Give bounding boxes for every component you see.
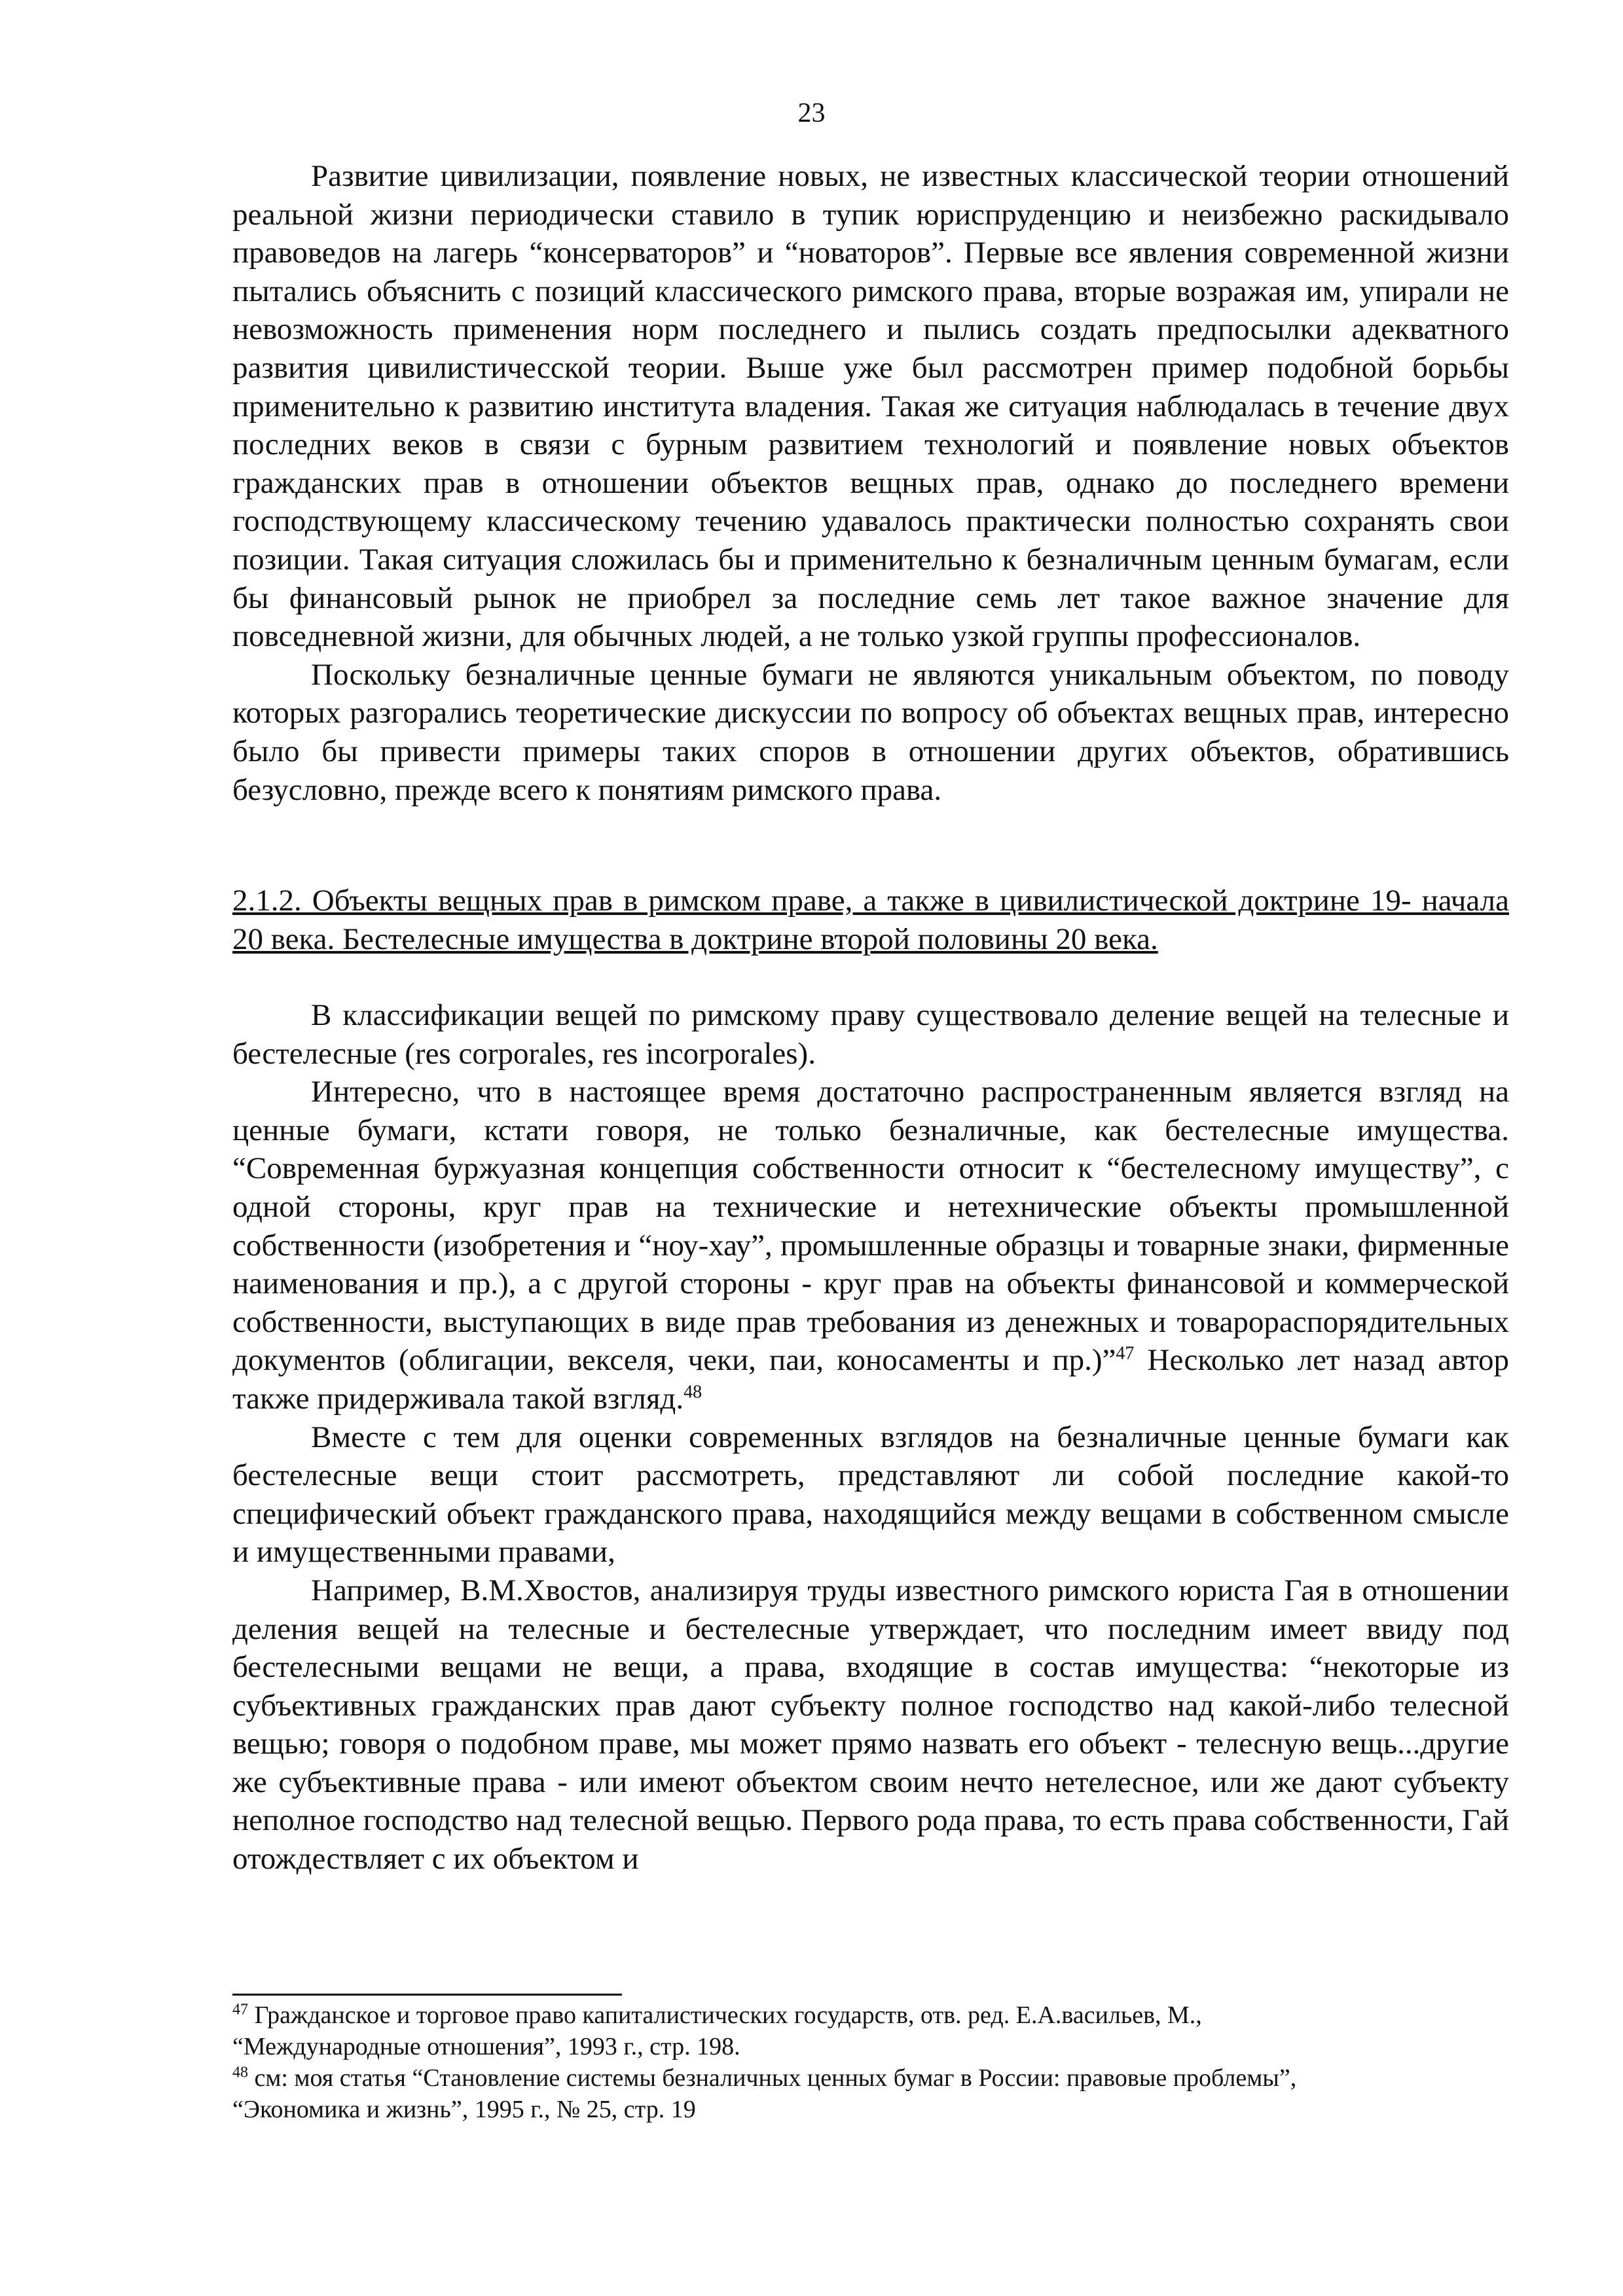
footnote-47-line1 bbox=[232, 2000, 1509, 2031]
paragraph-classification: В классификации вещей по римскому праву существовало деление вещей на телесные и бестелесные (res corporales, res incorporales). bbox=[232, 998, 1509, 1071]
paragraph-meanwhile: Вместе с тем для оценки современных взглядов на безналичные ценные бумаги как бестелесные вещи стоит рассмотреть, представляют ли собой последние какой-то специфический объект гражданского права, находящийся между вещами в собственном смысле и имущественными правами, bbox=[232, 1420, 1509, 1570]
footnote-ref-47: 47 bbox=[1116, 1343, 1135, 1364]
footnote-ref-48: 48 bbox=[684, 1382, 702, 1403]
footnote-47-number: 47 bbox=[232, 2001, 248, 2018]
body-text-bottom bbox=[232, 996, 1509, 1878]
footnote-divider bbox=[232, 1994, 622, 1996]
paragraph-interesting bbox=[232, 1073, 1509, 1418]
footnote-48-text: см: моя статья “Становление системы безналичных ценных бумаг в России: правовые проблемы”, bbox=[248, 2064, 1297, 2092]
footnotes bbox=[232, 2000, 1509, 2125]
paragraph-civilization: Развитие цивилизации, появление новых, не известных классической теории отношений реальной жизни периодически ставило в тупик юриспруденцию и неизбежно раскидывало правоведов на лагерь “консерваторов” и “новаторов”. Первые все явления современной жизни пытались объяснить с позиций классического римского права, вторые возражая им, упирали не невозможность применения норм последнего и пылись создать предпосылки адекватного развития цивилистичесской теории. Выше уже был рассмотрен пример подобной борьбы применительно к развитию института владения. Такая же ситуация наблюдалась в течение двух последних веков в связи с бурным развитием технологий и появление новых объектов гражданских прав в отношении объектов вещных прав, однако до последнего времени господствующему классическому течению удавалось практически полностью сохранять свои позиции. Такая ситуация сложилась бы и применительно к безналичным ценным бумагам, если бы финансовый рынок не приобрел за последние семь лет такое важное значение для повседневной жизни, для обычных людей, а не только узкой группы профессионалов. bbox=[232, 159, 1509, 654]
section-heading: 2.1.2. Объекты вещных прав в римском праве, а также в цивилистической доктрине 19- начала 20 века. Бестелесные имущества в доктрине второй половины 20 века. bbox=[232, 884, 1509, 956]
paragraph-example-khvostov: Например, В.М.Хвостов, анализируя труды известного римского юриста Гая в отношении деления вещей на телесные и бестелесные утверждает, что последним имеет ввиду под бестелесными вещами не вещи, а права, входящие в состав имущества: “некоторые из субъективных гражданских прав дают субъекту полное господство над какой-либо телесной вещью; говоря о подобном праве, мы может прямо назвать его объект - телесную вещь...другие же субъективные права - или имеют объектом своим нечто нетелесное, или же дают субъекту неполное господство над телесной вещью. Первого рода права, то есть права собственности, Гай отождествляет с их объектом и bbox=[232, 1573, 1509, 1876]
footnote-48-number: 48 bbox=[232, 2064, 248, 2081]
footnote-47-text: Гражданское и торговое право капиталистических государств, отв. ред. Е.А.васильев, М., bbox=[248, 2001, 1202, 2029]
footnote-47-line2: “Международные отношения”, 1993 г., стр. 198. bbox=[232, 2033, 740, 2060]
paragraph-interesting-text-a: Интересно, что в настоящее время достаточно распространенным является взгляд на ценные бумаги, кстати говоря, не только безналичные, как бестелесные имущества. “Современная буржуазная концепция собственности относит к “бестелесному имуществу”, с одной стороны, круг прав на технические и нетехнические объекты промышленной собственности (изобретения и “ноу-хау”, промышленные образцы и товарные знаки, фирменные наименования и пр.), а с другой стороны - круг прав на объекты финансовой и коммерческой собственности, выступающих в виде прав требования из денежных и товарораспорядительных документов (облигации, векселя, чеки, паи, коносаменты и пр.)” bbox=[232, 1075, 1509, 1378]
footnote-48-line1 bbox=[232, 2062, 1509, 2094]
page-number: 23 bbox=[797, 98, 826, 128]
footnote-48-line2: “Экономика и жизнь”, 1995 г., № 25, стр. 19 bbox=[232, 2096, 696, 2123]
paragraph-interesting-text-b: Несколько лет назад автор также придерживала такой взгляд. bbox=[232, 1343, 1509, 1416]
body-text-top bbox=[232, 157, 1509, 809]
paragraph-non-cash-securities: Поскольку безналичные ценные бумаги не являются уникальным объектом, по поводу которых разгорались теоретические дискуссии по вопросу об объектах вещных прав, интересно было бы привести примеры таких споров в отношении других объектов, обратившись безусловно, прежде всего к понятиям римского права. bbox=[232, 657, 1509, 807]
